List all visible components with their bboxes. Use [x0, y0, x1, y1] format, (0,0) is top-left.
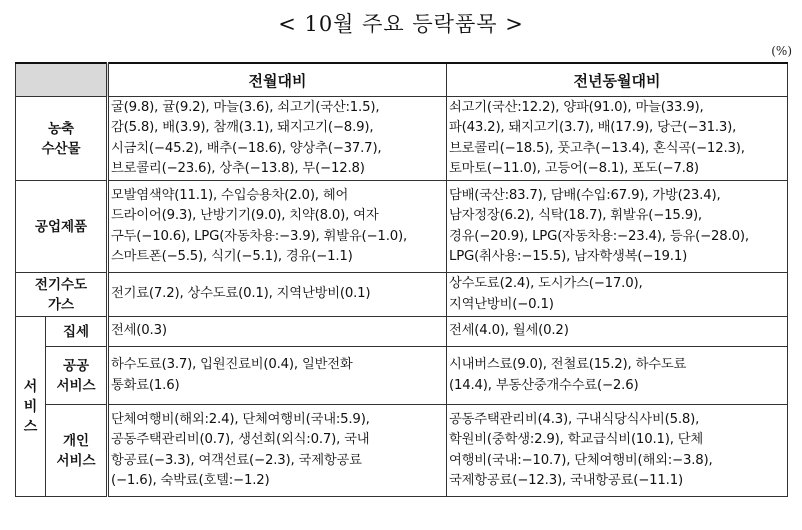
category-line: 농축 [47, 120, 75, 137]
item-line: 시금치(−45.2), 배추(−18.6), 양상추(−37.7), [111, 140, 382, 156]
agri-yoy [447, 97, 788, 181]
rent-mom [108, 317, 447, 347]
category-line: 가스 [47, 296, 75, 313]
item-line: 감(5.8), 배(3.9), 참깨(3.1), 돼지고기(−8.9), [111, 120, 374, 135]
item-line: 파(43.2), 돼지고기(3.7), 배(17.9), 당근(−31.3), [449, 120, 737, 135]
item-line: 담배(국산:83.7), 담배(수입:67.9), 가방(23.4), [449, 187, 721, 203]
item-line: 굴(9.8), 귤(9.2), 마늘(3.6), 쇠고기(국산:1.5), [111, 99, 380, 115]
category-line: 서 [23, 378, 38, 395]
row-agri [16, 97, 788, 181]
page-title: < 10월 주요 등락품목 > [278, 12, 524, 36]
category-line: 비 [23, 398, 38, 415]
personal-yoy [447, 405, 788, 497]
item-line: 전세(0.3) [111, 323, 167, 339]
item-line: 경유(−20.9), LPG(자동차용:−23.4), 등유(−28.0), [449, 228, 749, 244]
utility-mom [108, 273, 447, 317]
item-line: 쇠고기(국산:12.2), 양파(91.0), 마늘(33.9), [449, 99, 704, 115]
header-row [16, 63, 788, 97]
category-line: 공업제품 [34, 218, 88, 235]
item-line: 브로콜리(−23.6), 상추(−13.8), 무(−12.8) [111, 161, 365, 176]
category-utility [16, 273, 108, 317]
category-services [16, 317, 46, 497]
industrial-yoy [447, 181, 788, 273]
category-line: 공공 [62, 357, 90, 374]
item-line: (14.4), 부동산중개수수료(−2.6) [449, 377, 639, 393]
rent-yoy [447, 317, 788, 347]
row-personal [16, 405, 788, 497]
item-line: 브로콜리(−18.5), 풋고추(−13.4), 혼식곡(−12.3), [449, 140, 745, 156]
category-line: 서비스 [56, 377, 96, 394]
row-public [16, 347, 788, 405]
row-utility [16, 273, 788, 317]
item-line: (−1.6), 숙박료(호텔:−1.2) [111, 473, 270, 488]
header-mom: 전월대비 [108, 63, 447, 97]
price-change-table [15, 62, 788, 497]
item-line: 전기료(7.2), 상수도료(0.1), 지역난방비(0.1) [111, 286, 371, 302]
item-line: 모발염색약(11.1), 수입승용차(2.0), 헤어 [111, 187, 349, 203]
item-line: 전세(4.0), 월세(0.2) [449, 323, 569, 339]
item-line: 학원비(중학생:2.9), 학교급식비(10.1), 단체 [449, 432, 704, 447]
item-line: 지역난방비(−0.1) [449, 296, 554, 312]
item-line: 단체여행비(해외:2.4), 단체여행비(국내:5.9), [111, 411, 370, 427]
public-mom [108, 347, 447, 405]
category-line: 수산물 [41, 140, 81, 157]
item-line: 공동주택관리비(0.7), 생선회(외식:0.7), 국내 [111, 432, 370, 447]
category-agri [16, 97, 108, 181]
item-line: 항공료(−3.3), 여객선료(−2.3), 국제항공료 [111, 452, 362, 468]
item-line: 스마트폰(−5.5), 식기(−5.1), 경유(−1.1) [111, 249, 353, 264]
subcategory-public [46, 347, 108, 405]
row-industrial [16, 181, 788, 273]
category-line: 집세 [62, 323, 90, 340]
item-line: 시내버스료(9.0), 전철료(15.2), 하수도료 [449, 357, 687, 372]
item-line: LPG(취사용:−15.5), 남자학생복(−19.1) [449, 249, 688, 264]
item-line: 통화료(1.6) [111, 377, 180, 393]
personal-mom [108, 405, 447, 497]
utility-yoy [447, 273, 788, 317]
item-line: 토마토(−11.0), 고등어(−8.1), 포도(−7.8) [449, 161, 699, 176]
category-industrial [16, 181, 108, 273]
subcategory-personal [46, 405, 108, 497]
public-yoy [447, 347, 788, 405]
item-line: 하수도료(3.7), 입원진료비(0.4), 일반전화 [111, 357, 353, 372]
item-line: 남자정장(6.2), 식탁(18.7), 휘발유(−15.9), [449, 208, 702, 223]
category-line: 전기수도 [34, 276, 88, 293]
item-line: 국제항공료(−12.3), 국내항공료(−11.1) [449, 473, 683, 488]
header-yoy: 전년동월대비 [447, 63, 788, 97]
category-line: 서비스 [56, 452, 96, 469]
row-rent [16, 317, 788, 347]
item-line: 공동주택관리비(4.3), 구내식당식사비(5.8), [449, 411, 700, 427]
item-line: 여행비(국내:−10.7), 단체여행비(해외:−3.8), [449, 452, 713, 468]
item-line: 구두(−10.6), LPG(자동차용:−3.9), 휘발유(−1.0), [111, 228, 407, 244]
category-line: 스 [23, 418, 38, 435]
subcategory-rent [46, 317, 108, 347]
item-line: 드라이어(9.3), 난방기기(9.0), 치약(8.0), 여자 [111, 208, 379, 223]
unit-label: (%) [771, 44, 792, 58]
agri-mom [108, 97, 447, 181]
category-line: 개인 [62, 432, 90, 449]
industrial-mom [108, 181, 447, 273]
header-corner [16, 63, 108, 97]
item-line: 상수도료(2.4), 도시가스(−17.0), [449, 276, 643, 291]
